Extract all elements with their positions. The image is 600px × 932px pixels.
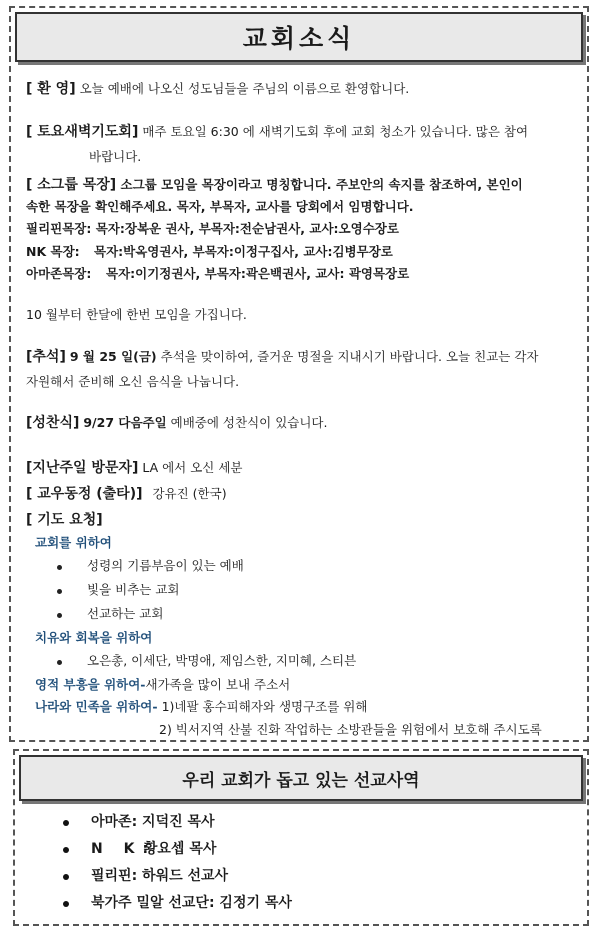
prayer-line: [26, 511, 103, 529]
news-panel: [9, 6, 589, 742]
group-row: 아마존목장: 목자:이기정권사, 부목자:곽은백권사, 교사: 곽영목장로: [26, 266, 410, 281]
news-title-bar: [15, 12, 583, 62]
small-group-text: 소그룹 모임을 목장이라고 명칭합니다. 주보안의 속지를 참조하여, 본인이: [120, 177, 523, 192]
visitor-tag: [지난주일 방문자]: [26, 460, 139, 476]
chuseok-text-cont: 자원해서 준비해 오신 음식을 나눕니다.: [26, 374, 240, 389]
travel-tag: [ 교우동정 (출타)]: [26, 486, 143, 502]
prayer-tag: [ 기도 요청]: [26, 512, 103, 528]
mission-item: 아마존: 지덕진 목사: [91, 814, 215, 830]
prayer-revival-line: 영적 부흥을 위하여-새가족을 많이 보내 주소서: [35, 677, 291, 692]
bullet-icon: [57, 660, 62, 665]
missions-title: 우리 교회가 돕고 있는 선교사역: [182, 770, 420, 791]
missions-title-bar: [19, 755, 583, 801]
chuseok-tag: [추석]: [26, 349, 66, 365]
list-item: 빛을 비추는 교회: [87, 582, 180, 597]
bullet-icon: [63, 874, 69, 880]
group-row: 필리핀목장: 목자:장복운 권사, 부목자:전순남권사, 교사:오영수장로: [26, 221, 399, 236]
prayer-healing-heading: 치유와 회복을 위하여: [35, 630, 153, 645]
mission-item: 필리핀: 하워드 선교사: [91, 868, 229, 884]
dawn-prayer-text: 매주 토요일 6:30 에 새벽기도회 후에 교회 청소가 있습니다. 많은 참여: [142, 124, 529, 139]
missions-panel: [13, 749, 589, 926]
prayer-church-heading: 교회를 위하여: [35, 535, 112, 550]
travel-line: [26, 485, 227, 503]
communion-date: 9/27 다음주일: [83, 415, 167, 430]
bullet-icon: [63, 847, 69, 853]
prayer-nation-line: 나라와 민족을 위하여- 1)네팔 홍수피해자와 생명구조를 위해: [35, 699, 368, 714]
bullet-icon: [63, 901, 69, 907]
communion-line: [26, 414, 327, 432]
small-group-text-cont: 속한 목장을 확인해주세요. 목자, 부목자, 교사를 당회에서 임명합니다.: [26, 199, 414, 214]
list-item: 선교하는 교회: [87, 606, 164, 621]
chuseok-text: 추석을 맞이하여, 즐거운 명절을 지내시기 바랍니다. 오늘 친교는 각자: [160, 349, 539, 364]
travel-text: 강유진 (한국): [152, 486, 227, 501]
dawn-prayer-text-cont: 바랍니다.: [89, 149, 142, 164]
bullet-icon: [57, 613, 62, 618]
dawn-prayer-line: [26, 123, 528, 141]
list-item: 오은총, 이세단, 박명애, 제임스한, 지미혜, 스티븐: [87, 653, 357, 668]
page-title: 교회소식: [242, 24, 356, 53]
communion-tag: [성찬식]: [26, 415, 80, 431]
communion-text: 예배중에 성찬식이 있습니다.: [170, 415, 328, 430]
welcome-tag: [ 환 영]: [26, 81, 76, 97]
visitor-text: LA 에서 오신 세분: [142, 460, 243, 475]
welcome-text: 오늘 예배에 나오신 성도님들을 주님의 이름으로 환영합니다.: [79, 81, 410, 96]
meeting-note: 10 월부터 한달에 한번 모임을 가집니다.: [26, 307, 247, 322]
group-row: NK 목장: 목자:박옥영권사, 부목자:이정구집사, 교사:김병무장로: [26, 244, 393, 259]
bullet-icon: [57, 565, 62, 570]
visitor-line: [26, 459, 243, 477]
list-item: 성령의 기름부음이 있는 예배: [87, 558, 244, 573]
bullet-icon: [63, 820, 69, 826]
chuseok-line: [26, 348, 538, 366]
small-group-tag: [ 소그룹 목장]: [26, 177, 117, 193]
small-group-line: [26, 176, 523, 194]
mission-item: N K: 황요셉 목사: [91, 841, 217, 857]
bullet-icon: [57, 589, 62, 594]
prayer-nation-line-2: 2) 빅서지역 산불 진화 작업하는 소방관들을 위험에서 보호해 주시도록: [159, 722, 542, 737]
welcome-line: [26, 80, 409, 98]
dawn-prayer-tag: [ 토요새벽기도회]: [26, 124, 139, 140]
mission-item: 북가주 밀알 선교단: 김정기 목사: [91, 895, 292, 911]
chuseok-date: 9 월 25 일(금): [69, 349, 157, 364]
